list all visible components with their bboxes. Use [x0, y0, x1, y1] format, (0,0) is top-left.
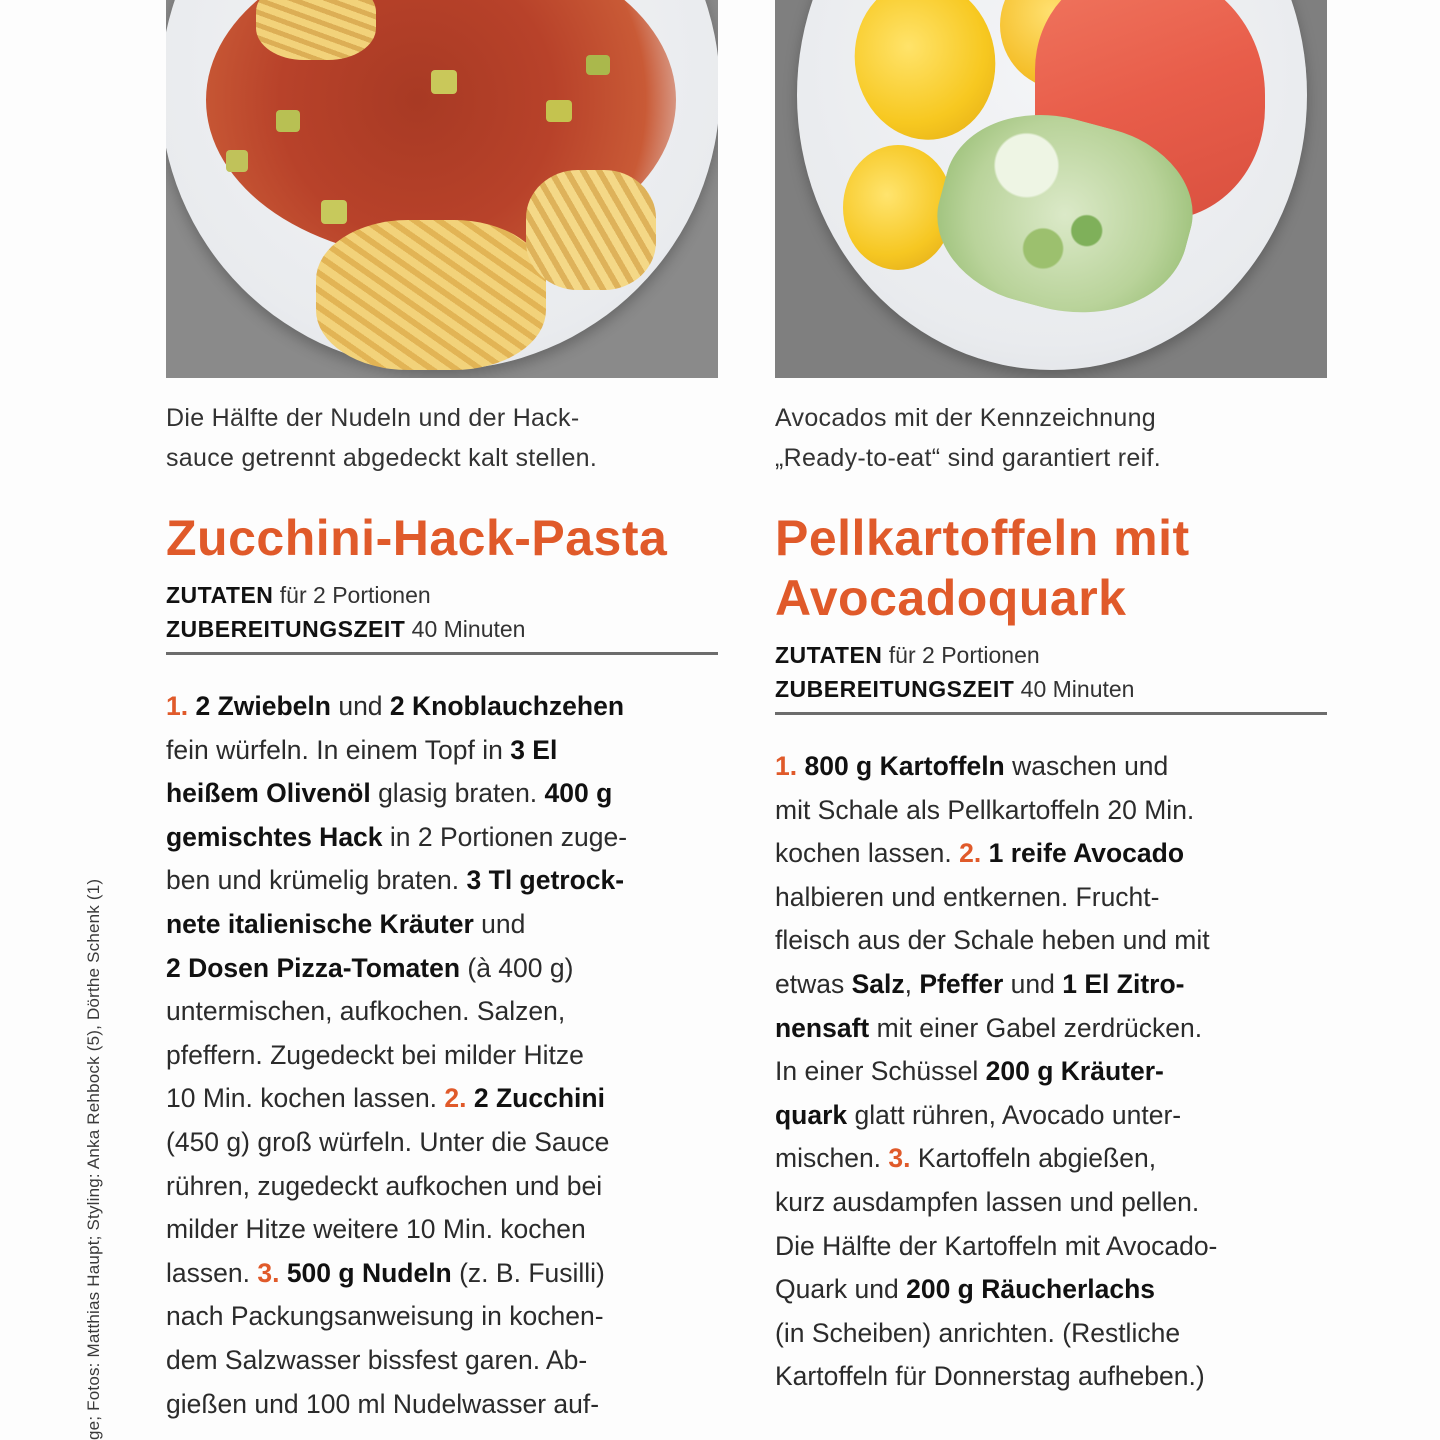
instruction-text: mischen. — [775, 1143, 889, 1174]
ingredient: nete italienische Kräuter — [166, 908, 474, 939]
instruction-line — [775, 1050, 1331, 1094]
instruction-text: Die Hälfte der Kartoffeln mit Avocado- — [775, 1230, 1218, 1261]
instruction-text: ben und krümelig braten. — [166, 865, 467, 896]
instruction-text: kochen lassen. — [775, 838, 960, 869]
instruction-text: (in Scheiben) anrichten. (Restliche — [775, 1317, 1181, 1348]
recipe-instructions — [775, 745, 1331, 1399]
ingredient: gemischtes Hack — [166, 821, 383, 852]
ingredients-info — [775, 638, 1331, 672]
caption-line: „Ready-to-eat“ sind garantiert reif. — [775, 444, 1161, 472]
instruction-text: glasig braten. — [370, 778, 545, 809]
zucchini-cube — [546, 100, 572, 122]
instruction-text: und — [330, 691, 390, 721]
zucchini-cube — [586, 55, 610, 75]
instruction-text: (z. B. Fusilli) — [451, 1257, 605, 1288]
recipe-pellkartoffeln-avocadoquark — [775, 0, 1331, 1399]
ingredients-value: für 2 Portionen — [888, 642, 1040, 668]
ingredient: 500 g Nudeln — [286, 1257, 452, 1288]
ingredient: 200 g Räucherlachs — [906, 1274, 1156, 1305]
instruction-line — [775, 1137, 1331, 1181]
instruction-text — [981, 838, 988, 868]
prep-time-value: 40 Minuten — [1020, 676, 1135, 702]
prep-time-info — [166, 612, 722, 646]
ingredient: 2 Dosen Pizza-Tomaten — [166, 952, 461, 983]
instruction-text: halbieren und entkernen. Frucht- — [775, 881, 1160, 912]
instruction-text: und — [473, 908, 526, 939]
caption-line: Die Hälfte der Nudeln und der Hack- — [166, 404, 580, 432]
instruction-text: glatt rühren, Avocado unter- — [847, 1099, 1182, 1130]
instruction-line — [775, 832, 1331, 876]
instruction-line — [166, 1121, 722, 1165]
instruction-line — [775, 1094, 1331, 1138]
ingredient: 400 g — [544, 778, 613, 809]
instruction-line — [775, 919, 1331, 963]
instruction-line — [166, 903, 722, 947]
ingredient: nensaft — [775, 1012, 870, 1043]
ingredient: 2 Zucchini — [473, 1083, 605, 1114]
instruction-text: Kartoffeln abgießen, — [910, 1143, 1157, 1174]
instruction-line — [775, 876, 1331, 920]
instruction-line — [166, 1383, 722, 1427]
fusilli-pasta — [256, 0, 376, 60]
instruction-text: fleisch aus der Schale heben und mit — [775, 925, 1210, 956]
instruction-line — [166, 1252, 722, 1296]
recipe-zucchini-hack-pasta — [166, 0, 722, 1426]
instruction-text: 10 Min. kochen lassen. — [166, 1083, 445, 1114]
instruction-line — [166, 859, 722, 903]
instruction-text: pfeffern. Zugedeckt bei milder Hitze — [166, 1039, 584, 1070]
instruction-text: untermischen, aufkochen. Salzen, — [166, 996, 566, 1027]
instruction-line — [166, 1077, 722, 1121]
instruction-line — [775, 1355, 1331, 1399]
instruction-text: mit Schale als Pellkartoffeln 20 Min. — [775, 794, 1195, 825]
ingredient: 3 Tl getrock- — [466, 865, 625, 896]
prep-time-label: ZUBEREITUNGSZEIT — [166, 616, 406, 642]
ingredient: 200 g Kräuter- — [985, 1056, 1164, 1087]
instruction-text: in 2 Portionen zuge- — [382, 821, 628, 852]
ingredient: 1 reife Avocado — [988, 838, 1185, 869]
instruction-line — [775, 1312, 1331, 1356]
step-number: 3. — [257, 1257, 280, 1288]
prep-time-value: 40 Minuten — [411, 616, 526, 642]
step-number: 1. — [166, 691, 189, 721]
ingredient: 800 g Kartoffeln — [804, 751, 1005, 781]
ingredient: 2 Knoblauchzehen — [389, 691, 625, 721]
zucchini-cube — [431, 70, 457, 94]
instruction-line — [775, 1225, 1331, 1269]
instruction-text: waschen und — [1004, 751, 1169, 781]
ingredient: Pfeffer — [919, 968, 1004, 999]
instruction-line — [166, 1034, 722, 1078]
instruction-text: mit einer Gabel zerdrücken. — [869, 1012, 1203, 1043]
recipe-title — [166, 508, 722, 568]
ingredients-label: ZUTATEN — [775, 642, 883, 668]
instruction-text: kurz ausdampfen lassen und pellen. — [775, 1186, 1200, 1217]
photo-credit: ge; Fotos: Matthias Haupt; Styling: Anka Rehbock (5), Dörthe Schenk (1) — [84, 878, 103, 1440]
instruction-line — [775, 1007, 1331, 1051]
ingredients-label: ZUTATEN — [166, 582, 274, 608]
instruction-line — [166, 947, 722, 991]
ingredient: quark — [775, 1099, 848, 1130]
instruction-line — [166, 729, 722, 773]
ingredient: Salz — [851, 968, 905, 999]
instruction-line — [775, 745, 1331, 789]
zucchini-cube — [321, 200, 347, 224]
instruction-line — [166, 685, 722, 729]
ingredient: heißem Olivenöl — [166, 778, 371, 809]
caption-line: sauce getrennt abgedeckt kalt stellen. — [166, 444, 598, 472]
instruction-text: (à 400 g) — [460, 952, 574, 983]
instruction-line — [166, 1339, 722, 1383]
title-line: Pellkartoffeln mit — [775, 510, 1190, 566]
divider — [775, 712, 1327, 715]
step-number: 2. — [959, 838, 982, 869]
divider — [166, 652, 718, 655]
instruction-line — [166, 990, 722, 1034]
title-line: Avocadoquark — [775, 570, 1127, 626]
recipe-instructions — [166, 685, 722, 1426]
instruction-line — [775, 963, 1331, 1007]
instruction-text: (450 g) groß würfeln. Unter die Sauce — [166, 1126, 610, 1157]
instruction-text: etwas — [775, 968, 852, 999]
ingredient: 3 El — [510, 734, 558, 765]
instruction-text: fein würfeln. In einem Topf in — [166, 734, 511, 765]
instruction-line — [775, 1181, 1331, 1225]
title-line: Zucchini-Hack-Pasta — [166, 510, 668, 566]
step-number: 2. — [444, 1083, 467, 1114]
fusilli-pasta — [526, 170, 656, 290]
instruction-text: gießen und 100 ml Nudelwasser auf- — [166, 1388, 600, 1419]
step-number: 1. — [775, 751, 798, 781]
instruction-text: Quark und — [775, 1274, 907, 1305]
photo-caption — [775, 398, 1331, 478]
instruction-text: lassen. — [166, 1257, 258, 1288]
ingredients-value: für 2 Portionen — [279, 582, 431, 608]
instruction-text: nach Packungsanweisung in kochen- — [166, 1301, 604, 1332]
instruction-line — [775, 1268, 1331, 1312]
instruction-line — [166, 1165, 722, 1209]
recipe-meta — [775, 638, 1331, 706]
potato — [843, 145, 953, 270]
instruction-line — [166, 1295, 722, 1339]
zucchini-cube — [226, 150, 248, 172]
ingredient: 2 Zwiebeln — [195, 691, 331, 721]
instruction-text: milder Hitze weitere 10 Min. kochen — [166, 1214, 586, 1245]
instruction-text — [467, 1083, 474, 1113]
instruction-line — [166, 1208, 722, 1252]
fusilli-pasta — [316, 220, 546, 370]
instruction-line — [775, 789, 1331, 833]
zucchini-cube — [276, 110, 300, 132]
instruction-text — [279, 1258, 286, 1288]
instruction-line — [166, 816, 722, 860]
prep-time-info — [775, 672, 1331, 706]
instruction-line — [166, 772, 722, 816]
caption-line: Avocados mit der Kennzeichnung — [775, 404, 1156, 432]
instruction-text: und — [1003, 968, 1063, 999]
photo-caption — [166, 398, 722, 478]
recipe-meta — [166, 578, 722, 646]
instruction-text: Kartoffeln für Donnerstag aufheben.) — [775, 1361, 1205, 1392]
recipe-title — [775, 508, 1331, 628]
instruction-text: In einer Schüssel — [775, 1056, 986, 1087]
step-number: 3. — [888, 1143, 911, 1174]
potatoes-salmon-avocado-plate-photo — [775, 0, 1327, 378]
instruction-text: rühren, zugedeckt aufkochen und bei — [166, 1170, 603, 1201]
prep-time-label: ZUBEREITUNGSZEIT — [775, 676, 1015, 702]
ingredient: 1 El Zitro- — [1062, 968, 1185, 999]
ingredients-info — [166, 578, 722, 612]
instruction-text: dem Salzwasser bissfest garen. Ab- — [166, 1344, 588, 1375]
pasta-plate-photo — [166, 0, 718, 378]
instruction-text: , — [904, 968, 920, 999]
